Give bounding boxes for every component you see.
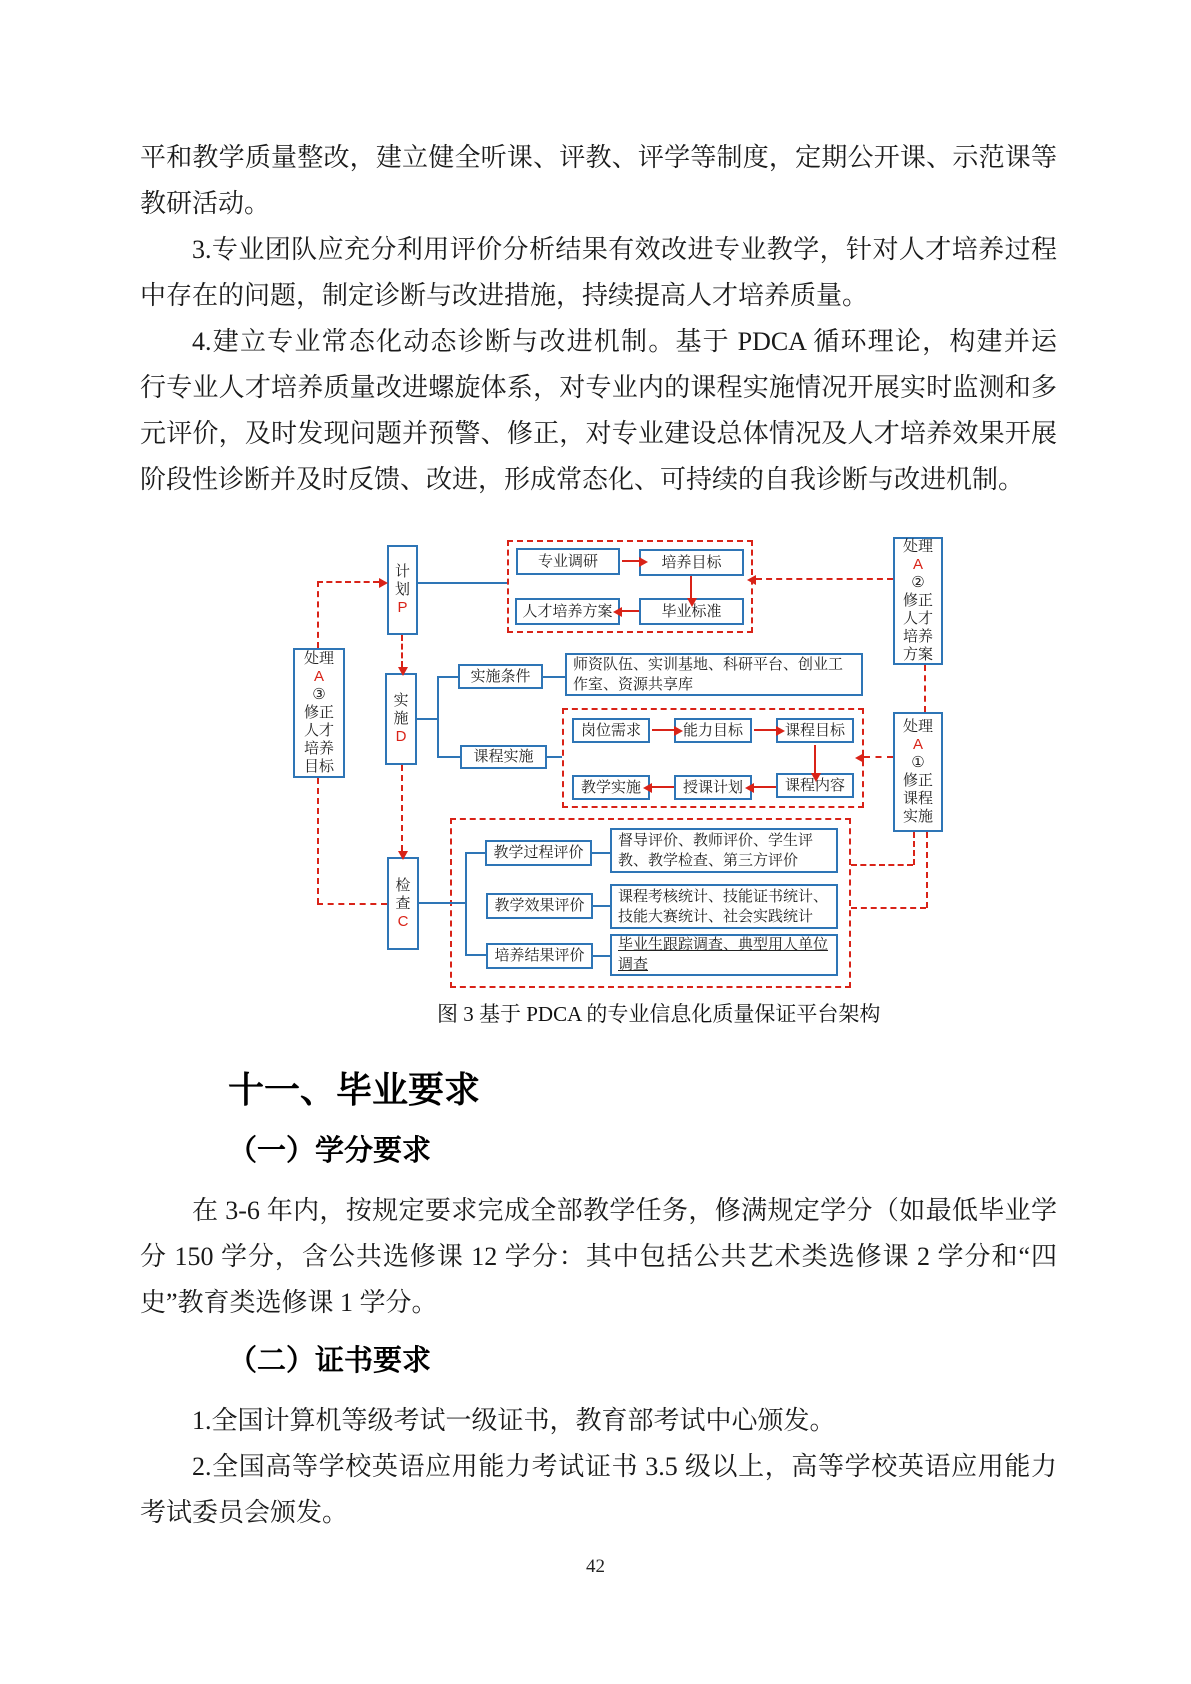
para-quality-reform-line-1: 平和教学质量整改，建立健全听课、评教、评学等制度，定期公开课、示范课等 [140, 143, 1057, 172]
diagram-node-lesson-plan-label: 授课计划 [682, 778, 743, 796]
diagram-node-act1-fix-course-impl-line: 处理 [902, 718, 933, 735]
para-cert-computer-line-1: 1.全国计算机等级考试一级证书，教育部考试中心颁发。 [192, 1406, 836, 1435]
diagram-node-plan [387, 545, 418, 635]
diagram-node-training-goal [639, 549, 744, 576]
red-arrow-line [754, 729, 776, 731]
red-arrow-line [690, 576, 692, 598]
solid-connector [543, 676, 565, 678]
arrowhead-down-icon [811, 773, 821, 782]
diagram-node-act2-fix-talent-scheme-line: A [912, 556, 923, 573]
red-arrow-line [652, 729, 674, 731]
diagram-node-act1-fix-course-impl-line: 课程 [902, 790, 933, 807]
diagram-node-eval-process-label: 教学过程评价 [493, 844, 584, 861]
arrowhead-down-icon [398, 851, 408, 860]
diagram-node-do-line: 实 [393, 692, 409, 709]
diagram-node-lesson-plan [674, 775, 752, 800]
diagram-node-list-result [610, 934, 838, 976]
diagram-node-act1-fix-course-impl-line: ① [911, 754, 925, 771]
arrowhead-left-icon [613, 607, 622, 617]
diagram-node-act2-fix-talent-scheme-line: 修正 [902, 592, 933, 609]
para-team-improve-line-1: 3.专业团队应充分利用评价分析结果有效改进专业教学，针对人才培养过程 [192, 235, 1057, 264]
solid-connector [592, 852, 610, 854]
solid-connector [417, 718, 438, 720]
diagram-node-check-line: 查 [395, 894, 411, 912]
diagram-node-act2-fix-talent-scheme [893, 537, 943, 665]
dashed-connector [851, 864, 913, 866]
red-arrow-line [814, 745, 816, 773]
solid-connector [418, 582, 507, 584]
red-arrow-line [754, 786, 776, 788]
para-pdca-mechanism-line-2: 行专业人才培养质量改进螺旋体系，对专业内的课程实施情况开展实时监测和多 [140, 373, 1057, 402]
diagram-node-eval-effect-label: 教学效果评价 [494, 897, 585, 914]
diagram-node-eval-result-label: 培养结果评价 [494, 947, 585, 964]
diagram-node-course-content [776, 773, 854, 798]
group-eval-group [450, 818, 851, 988]
diagram-node-course-impl-label: 课程实施 [473, 748, 534, 765]
arrowhead-left-icon [855, 753, 864, 763]
dashed-connector [864, 756, 893, 758]
diagram-node-act3-fix-talent-goal [293, 648, 345, 778]
para-credit-requirement [140, 1188, 1057, 1326]
diagram-node-act3-fix-talent-goal-line: 目标 [303, 758, 334, 775]
dashed-connector [317, 778, 319, 904]
arrowhead-right-icon [639, 557, 648, 567]
dashed-connector [317, 581, 319, 648]
arrowhead-right-icon [674, 726, 683, 736]
diagram-node-post-demand-label: 岗位需求 [580, 721, 641, 739]
diagram-node-act3-fix-talent-goal-line: 修正 [303, 704, 334, 721]
figure-caption: 图 3 基于 PDCA 的专业信息化质量保证平台架构 [437, 1002, 881, 1026]
diagram-node-act3-fix-talent-goal-line: 人才 [303, 722, 334, 739]
para-credit-requirement-line-2: 分 150 学分，含公共选修课 12 学分：其中包括公共艺术类选修课 2 学分和“四 [140, 1242, 1057, 1271]
red-arrow-line [652, 786, 674, 788]
diagram-node-list-effect [610, 884, 838, 929]
dashed-connector [924, 665, 926, 712]
diagram-node-course-goal [776, 718, 854, 743]
diagram-node-course-goal-label: 课程目标 [784, 721, 845, 739]
red-arrow-line [622, 610, 639, 612]
diagram-node-act2-fix-talent-scheme-line: 处理 [902, 538, 933, 555]
diagram-node-major-survey-label: 专业调研 [537, 552, 598, 570]
diagram-node-act1-fix-course-impl [893, 712, 943, 832]
arrowhead-left-icon [643, 783, 652, 793]
diagram-node-resources [565, 653, 863, 696]
para-cert-computer [140, 1398, 1057, 1444]
para-pdca-mechanism-line-1: 4.建立专业常态化动态诊断与改进机制。基于 PDCA 循环理论，构建并运 [192, 327, 1057, 356]
arrowhead-left-icon [747, 575, 756, 585]
diagram-node-act3-fix-talent-goal-line: 培养 [303, 740, 334, 757]
arrowhead-down-icon [687, 598, 697, 607]
para-quality-reform [140, 135, 1057, 227]
diagram-node-list-process [610, 828, 838, 873]
diagram-node-list-result-label: 毕业生跟踪调查、典型用人单位调查 [618, 936, 829, 973]
red-arrow-line [622, 560, 639, 562]
dashed-connector [401, 765, 403, 851]
solid-connector [437, 676, 439, 758]
solid-connector [465, 954, 486, 956]
diagram-node-act2-fix-talent-scheme-line: ② [911, 574, 925, 591]
dashed-connector [851, 907, 926, 909]
arrowhead-right-icon [776, 726, 785, 736]
arrowhead-right-icon [379, 578, 388, 588]
solid-connector [465, 852, 485, 854]
para-pdca-mechanism-line-4: 阶段性诊断并及时反馈、改进，形成常态化、可持续的自我诊断与改进机制。 [140, 465, 1025, 494]
dashed-connector [926, 832, 928, 908]
diagram-node-teaching-impl-label: 教学实施 [580, 778, 641, 796]
arrowhead-down-icon [398, 667, 408, 676]
para-credit-requirement-line-1: 在 3-6 年内，按规定要求完成全部教学任务，修满规定学分（如最低毕业学 [192, 1196, 1057, 1225]
diagram-node-list-effect-label: 课程考核统计、技能证书统计、技能大赛统计、社会实践统计 [618, 887, 829, 925]
para-cert-english-line-1: 2.全国高等学校英语应用能力考试证书 3.5 级以上，高等学校英语应用能力 [192, 1452, 1057, 1481]
para-team-improve-line-2: 中存在的问题，制定诊断与改进措施，持续提高人才培养质量。 [140, 281, 869, 310]
solid-connector [465, 852, 467, 956]
para-quality-reform-line-2: 教研活动。 [140, 189, 271, 218]
diagram-node-act3-fix-talent-goal-line: 处理 [303, 650, 334, 667]
solid-connector [593, 955, 610, 957]
solid-connector [437, 756, 460, 758]
solid-connector [593, 905, 610, 907]
para-team-improve [140, 227, 1057, 319]
arrowhead-left-icon [745, 783, 754, 793]
diagram-node-act3-fix-talent-goal-line: A [313, 668, 324, 685]
diagram-node-ability-goal [674, 718, 752, 743]
diagram-node-do [385, 673, 417, 765]
diagram-node-graduation-standard-label: 毕业标准 [661, 602, 722, 620]
diagram-node-eval-effect [486, 893, 593, 919]
diagram-node-act1-fix-course-impl-line: A [912, 736, 923, 753]
diagram-node-course-content-label: 课程内容 [784, 776, 845, 794]
diagram-node-talent-scheme [515, 598, 620, 625]
diagram-node-graduation-standard [639, 598, 744, 625]
diagram-node-resources-label: 师资队伍、实训基地、科研平台、创业工作室、资源共享库 [573, 655, 844, 693]
diagram-node-course-impl [460, 745, 547, 769]
diagram-node-act3-fix-talent-goal-line: ③ [312, 686, 326, 703]
diagram-node-plan-line: 计 [394, 563, 410, 580]
dashed-connector [913, 832, 915, 865]
diagram-node-act1-fix-course-impl-line: 修正 [902, 772, 933, 789]
dashed-connector [317, 903, 387, 905]
para-cert-english-line-2: 考试委员会颁发。 [140, 1498, 349, 1527]
diagram-node-plan-line: 划 [394, 581, 410, 598]
diagram-node-check-line: 检 [395, 876, 411, 894]
diagram-node-ability-goal-label: 能力目标 [682, 721, 743, 739]
diagram-node-teaching-impl [572, 775, 650, 800]
dashed-connector [401, 635, 403, 667]
diagram-node-plan-line: P [397, 599, 408, 616]
diagram-node-act2-fix-talent-scheme-line: 方案 [902, 646, 933, 663]
para-cert-english [140, 1444, 1057, 1536]
diagram-node-act1-fix-course-impl-line: 实施 [902, 808, 933, 825]
diagram-node-major-survey [516, 548, 620, 575]
diagram-node-talent-scheme-label: 人才培养方案 [522, 602, 613, 620]
heading-graduation: 十一、毕业要求 [228, 1069, 481, 1110]
group-course-group [562, 708, 864, 808]
page-number: 42 [586, 1556, 605, 1577]
diagram-node-list-process-label: 督导评价、教师评价、学生评教、教学检查、第三方评价 [618, 831, 814, 869]
dashed-connector [317, 581, 379, 583]
diagram-node-training-goal-label: 培养目标 [661, 553, 722, 571]
diagram-node-act2-fix-talent-scheme-line: 培养 [902, 628, 933, 645]
diagram-node-eval-result [486, 943, 593, 969]
solid-connector [547, 756, 562, 758]
diagram-node-impl-condition-label: 实施条件 [470, 667, 531, 685]
para-pdca-mechanism-line-3: 元评价，及时发现问题并预警、修正，对专业建设总体情况及人才培养效果开展 [140, 419, 1057, 448]
group-plan-group [507, 540, 753, 633]
heading-credit: （一）学分要求 [228, 1135, 432, 1167]
solid-connector [437, 676, 458, 678]
diagram-node-act2-fix-talent-scheme-line: 人才 [902, 610, 933, 627]
para-pdca-mechanism [140, 319, 1057, 503]
diagram-node-do-line: 施 [393, 710, 409, 727]
dashed-connector [756, 578, 893, 580]
para-credit-requirement-line-3: 史”教育类选修课 1 学分。 [140, 1288, 438, 1317]
diagram-node-check-line: C [397, 912, 409, 930]
diagram-node-impl-condition [458, 664, 543, 689]
diagram-node-check [387, 857, 419, 950]
heading-cert: （二）证书要求 [228, 1345, 432, 1377]
diagram-node-do-line: D [395, 728, 407, 745]
solid-connector [419, 902, 465, 904]
diagram-node-post-demand [572, 718, 650, 743]
diagram-node-eval-process [485, 840, 592, 866]
